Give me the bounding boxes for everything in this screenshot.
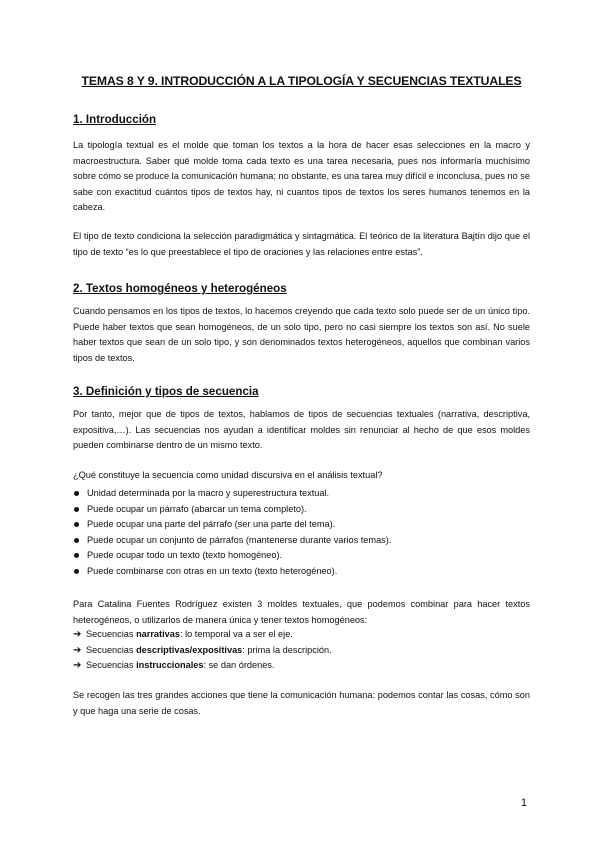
section-heading-homogeneos: 2. Textos homogéneos y heterogéneos [73, 282, 287, 295]
question-line: ¿Qué constituye la secuencia como unidad discursiva en el análisis textual? [73, 470, 383, 480]
list-item: Puede ocupar un párrafo (abarcar un tema completo). [73, 502, 391, 518]
bullet-dot-icon [74, 553, 79, 558]
paragraph-secuencias: Por tanto, mejor que de tipos de textos, hablamos de tipos de secuencias textuales (narrativa, descriptiva, expositiva,…). Las secuencias nos ayudan a identificar moldes sin renunciar al hecho de que esos moldes pueden combinarse dentro de un mismo texto. [73, 409, 530, 450]
page-number: 1 [520, 797, 527, 809]
list-item: Puede ocupar una parte del párrafo (ser una parte del tema). [73, 517, 391, 533]
bullet-dot-icon [74, 522, 79, 527]
list-item: ➔ Secuencias instruccionales: se dan órdenes. [73, 658, 332, 674]
document-title: TEMAS 8 Y 9. INTRODUCCIÓN A LA TIPOLOGÍA Y SECUENCIAS TEXTUALES [81, 74, 522, 88]
arrow-right-icon: ➔ [73, 660, 82, 672]
arrow-right-icon: ➔ [73, 629, 82, 640]
list-item: Puede combinarse con otras en un texto (texto heterogéneo). [73, 564, 391, 580]
arrow-right-icon: ➔ [73, 644, 82, 656]
paragraph-tipologia: La tipología textual es el molde que toman los textos a la hora de hacer esas selecciones en la macro y macroestructura. Saber qué molde toma cada texto es una tarea necesaria, pues nos informaría muchísimo sobre cómo se produce la comunicación humana; no obstante, es una tarea muy difícil e inconclusa, pues no se sabe con exactitud cuántos tipos de textos hay, ni cuantos tipos de textos los seres humanos tenemos en la cabeza. [73, 140, 530, 212]
bullet-dot-icon [74, 491, 79, 496]
bullet-dot-icon [74, 507, 79, 512]
paragraph-closing: Se recogen las tres grandes acciones que tiene la comunicación humana: podemos contar las cosas, cómo son y que haga una serie de cosas. [73, 690, 530, 716]
bullet-list [73, 486, 391, 580]
section-heading-introduccion: 1. Introducción [73, 113, 157, 126]
bullet-dot-icon [74, 538, 79, 543]
arrow-list [73, 627, 332, 674]
list-item: ➔ Secuencias descriptivas/expositivas: prima la descripción. [73, 643, 332, 659]
list-item: ➔ Secuencias narrativas: lo temporal va a ser el eje. [73, 627, 332, 643]
section-heading-secuencia: 3. Definición y tipos de secuencia [73, 385, 259, 398]
bullet-dot-icon [74, 569, 79, 574]
list-item: Unidad determinada por la macro y superestructura textual. [73, 486, 391, 502]
paragraph-fuentes: Para Catalina Fuentes Rodríguez existen 3 moldes textuales, que podemos combinar para hacer textos heterogéneos, o utilizarlos de manera única y tener textos homogéneos: [73, 599, 530, 625]
paragraph-bajtin: El tipo de texto condiciona la selección paradigmática y sintagmática. El teórico de la literatura Bajtín dijo que el tipo de texto “es lo que preestablece el tipo de oraciones y las relaciones entre estas”. [73, 231, 530, 257]
paragraph-homogeneos: Cuando pensamos en los tipos de textos, lo hacemos creyendo que cada texto solo puede ser de un único tipo. Puede haber textos que sean homogéneos, de un solo tipo, pero no casi siempre los textos son así. No suele haber textos que sean de un solo tipo, y son denominados textos heterogéneos, aquellos que combinan varios tipos de textos. [73, 306, 530, 363]
list-item: Puede ocupar un conjunto de párrafos (mantenerse durante varios temas). [73, 533, 391, 549]
list-item: Puede ocupar todo un texto (texto homogéneo). [73, 548, 391, 564]
